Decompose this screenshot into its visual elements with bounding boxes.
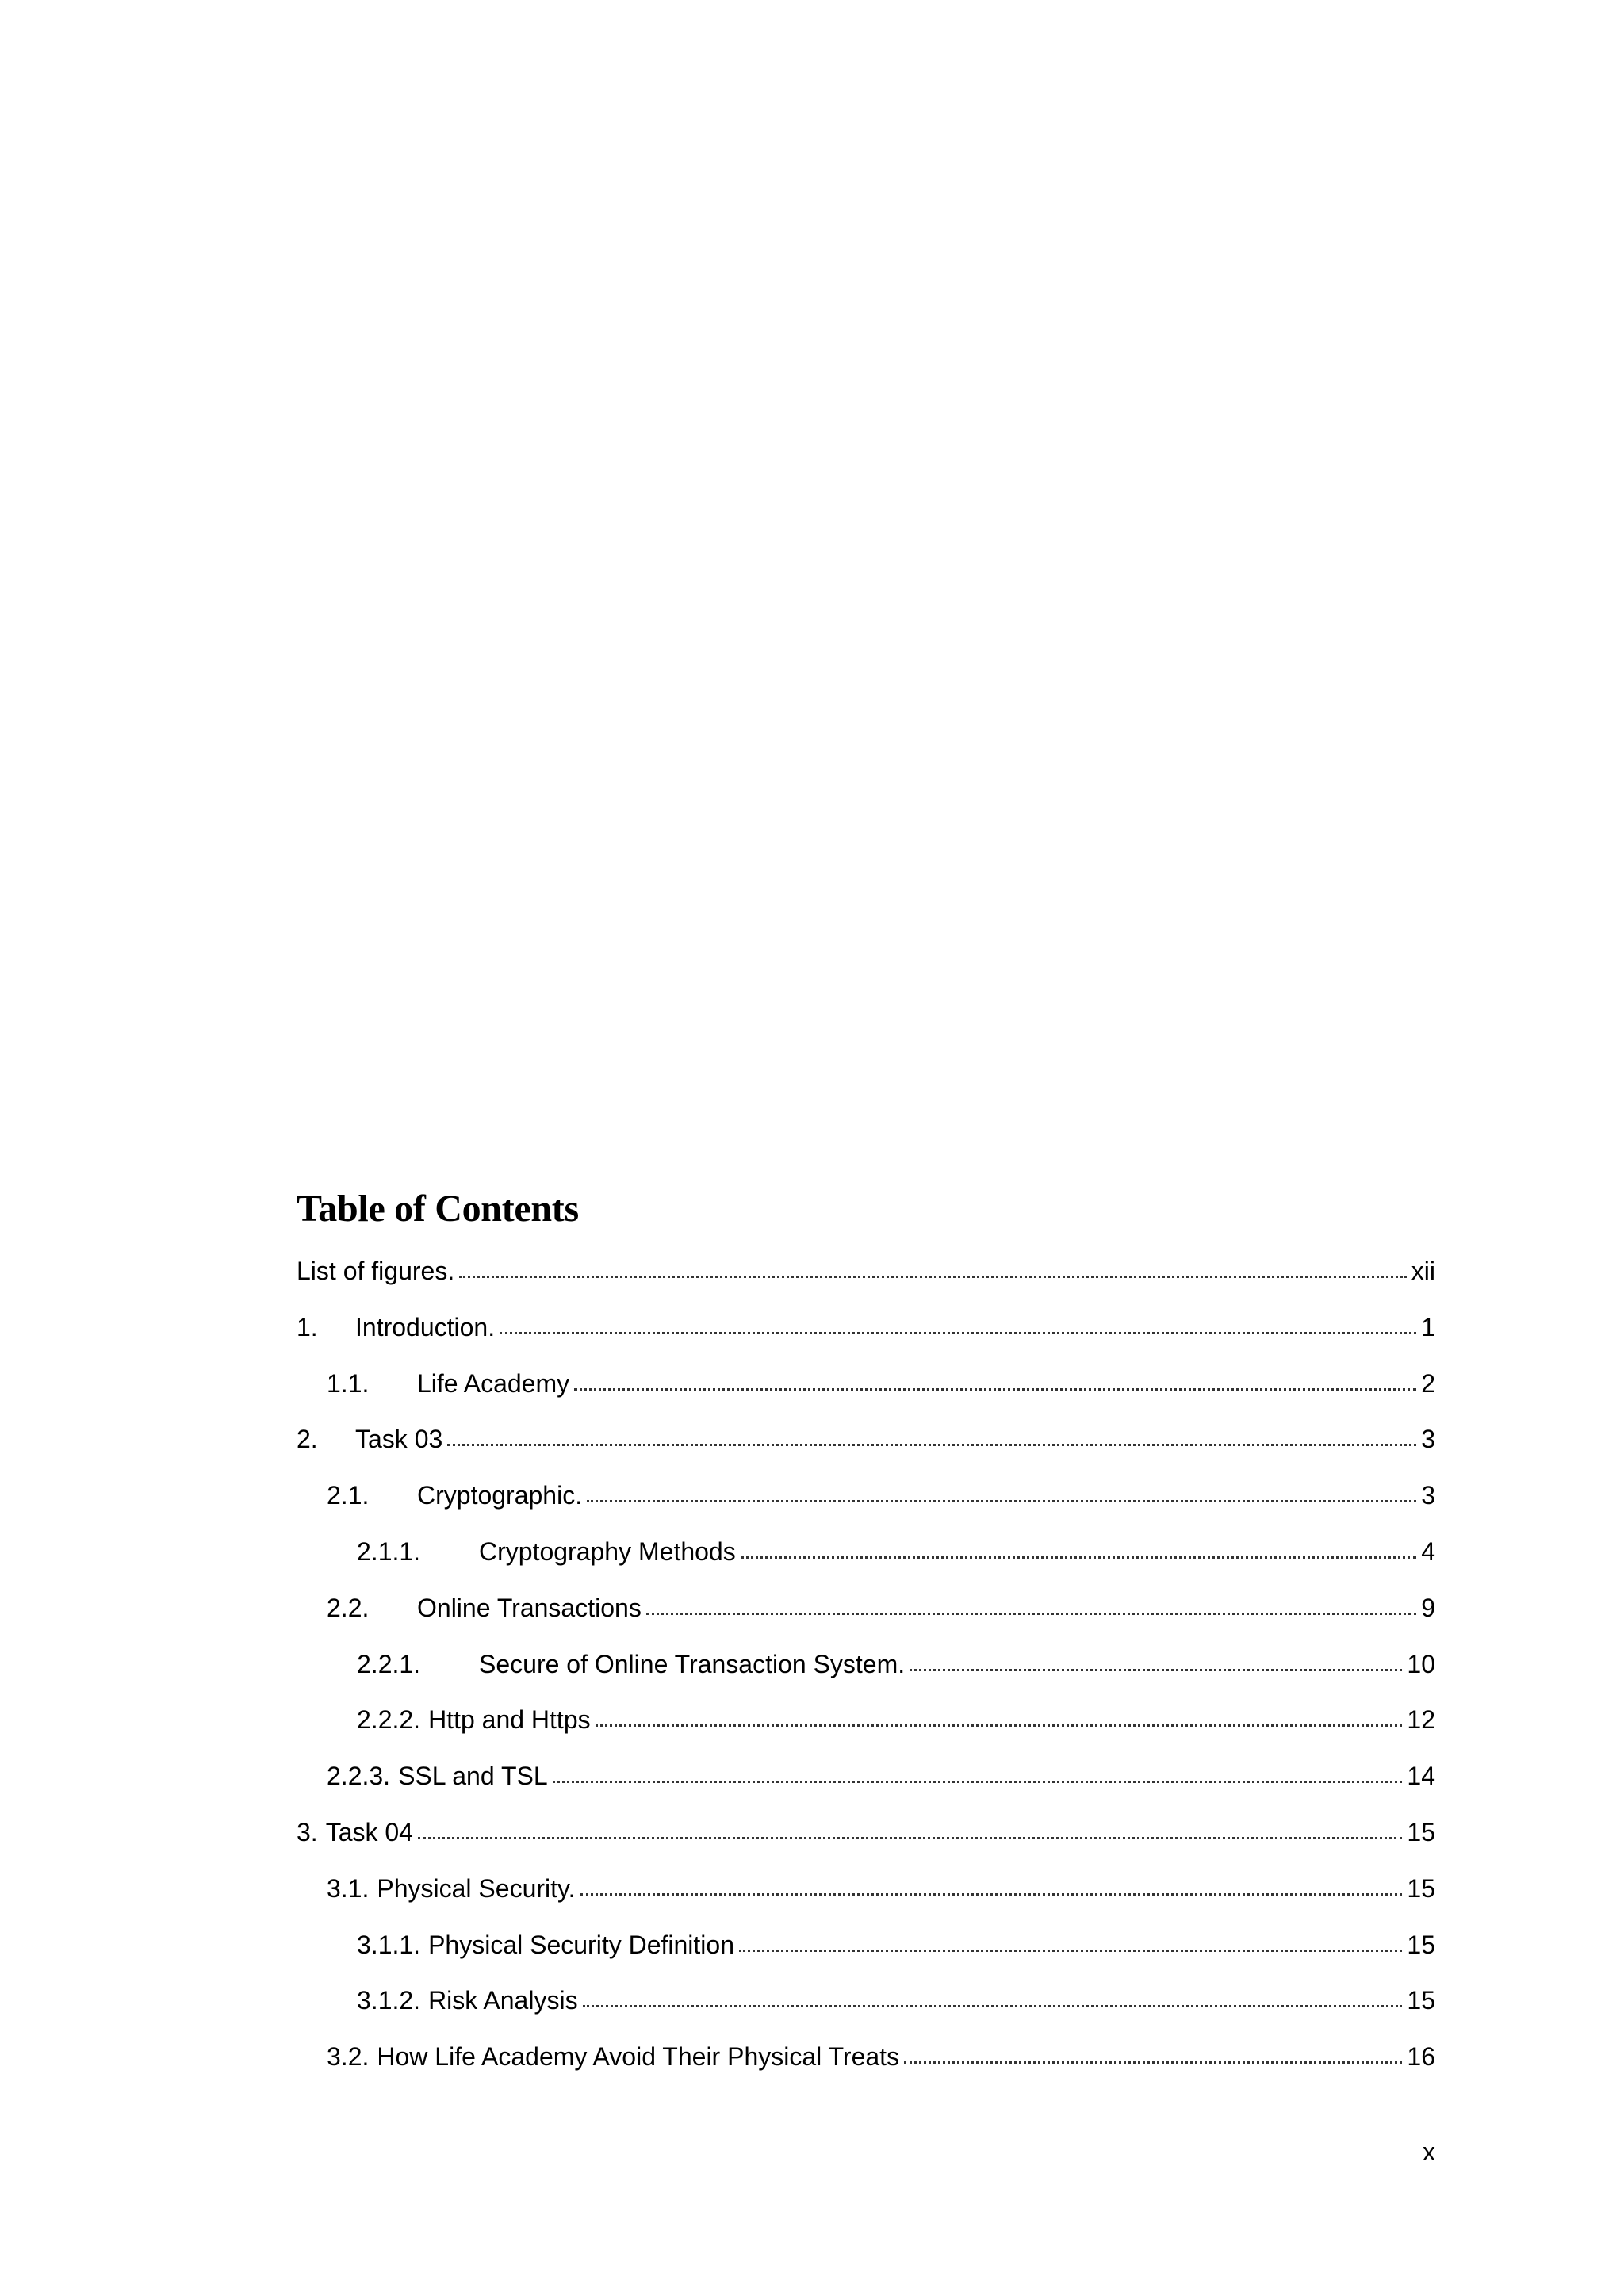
toc-entry-page: 4 (1421, 1536, 1435, 1566)
toc-entry-text: Http and Https (428, 1705, 591, 1735)
toc-entry-number: 2.2. (327, 1593, 370, 1622)
dot-leader (553, 1761, 1403, 1785)
toc-entry-physical-security-definition[interactable] (297, 1925, 1435, 1981)
toc-entry-page: 14 (1407, 1762, 1435, 1791)
toc-entry-page: 1 (1421, 1312, 1435, 1341)
toc-entry-text: Physical Security Definition (428, 1930, 734, 1959)
dot-leader (910, 1649, 1402, 1673)
toc-entry-task-04[interactable] (297, 1812, 1435, 1869)
toc-entry-text: How Life Academy Avoid Their Physical Treats (377, 2042, 900, 2072)
toc-entry-http-and-https[interactable] (297, 1700, 1435, 1756)
toc-entry-text: Introduction. (355, 1312, 496, 1341)
dot-leader (904, 2042, 1402, 2065)
toc-entry-page: 2 (1421, 1368, 1435, 1398)
toc-entry-physical-security[interactable] (297, 1869, 1435, 1925)
toc-entry-page: 15 (1407, 1986, 1435, 2015)
page-number: x (1423, 2137, 1435, 2166)
toc-list (297, 1251, 1435, 2093)
dot-leader (447, 1424, 1416, 1448)
toc-entry-text: Cryptographic. (417, 1481, 583, 1510)
toc-entry-page: 12 (1407, 1705, 1435, 1735)
toc-entry-page: 15 (1407, 1873, 1435, 1903)
dot-leader (587, 1480, 1416, 1504)
toc-entry-list-of-figures[interactable] (297, 1251, 1435, 1307)
toc-title: Table of Contents (297, 1188, 579, 1230)
toc-entry-number: 2.2.1. (357, 1649, 421, 1678)
dot-leader (418, 1817, 1402, 1841)
toc-entry-number: 3.1.1. (357, 1930, 421, 1959)
toc-entry-number: 3.1.2. (357, 1986, 421, 2015)
toc-entry-number: 1. (297, 1312, 318, 1341)
toc-entry-page: 10 (1407, 1649, 1435, 1678)
toc-entry-page: 16 (1407, 2042, 1435, 2072)
toc-entry-text: Physical Security. (377, 1873, 576, 1903)
toc-entry-avoid-physical-treats[interactable] (297, 2037, 1435, 2093)
toc-entry-page: 15 (1407, 1817, 1435, 1846)
toc-entry-number: 2.2.3. (327, 1762, 391, 1791)
toc-entry-number: 1.1. (327, 1368, 370, 1398)
toc-entry-text: Task 04 (325, 1817, 413, 1846)
dot-leader (580, 1873, 1403, 1897)
toc-entry-number: 2.1. (327, 1481, 370, 1510)
toc-entry-number: 3.1. (327, 1873, 370, 1903)
toc-entry-life-academy[interactable] (297, 1364, 1435, 1420)
toc-entry-page: 15 (1407, 1930, 1435, 1959)
toc-entry-text: SSL and TSL (398, 1762, 548, 1791)
toc-entry-page: 3 (1421, 1481, 1435, 1510)
toc-entry-ssl-and-tsl[interactable] (297, 1756, 1435, 1812)
toc-entry-secure-online-transaction-system[interactable] (297, 1644, 1435, 1701)
toc-entry-number: 3.2. (327, 2042, 370, 2072)
toc-entry-page: xii (1411, 1257, 1435, 1285)
toc-entry-number: 2.1.1. (357, 1536, 421, 1566)
dot-leader (646, 1593, 1416, 1617)
toc-entry-text: Secure of Online Transaction System. (479, 1649, 906, 1678)
toc-entry-text: Life Academy (417, 1368, 570, 1398)
toc-entry-text: Task 03 (355, 1425, 443, 1454)
toc-entry-number: 3. (297, 1817, 318, 1846)
dot-leader (574, 1368, 1416, 1392)
toc-entry-introduction[interactable] (297, 1307, 1435, 1364)
toc-entry-text: Cryptography Methods (479, 1536, 736, 1566)
toc-entry-task-03[interactable] (297, 1419, 1435, 1475)
dot-leader (741, 1536, 1416, 1560)
toc-entry-text: List of figures. (297, 1257, 455, 1285)
toc-entry-text: Online Transactions (417, 1593, 642, 1622)
toc-entry-online-transactions[interactable] (297, 1588, 1435, 1644)
toc-entry-text: Risk Analysis (428, 1986, 578, 2015)
dot-leader (500, 1312, 1416, 1336)
toc-entry-cryptographic[interactable] (297, 1475, 1435, 1532)
dot-leader (739, 1930, 1402, 1954)
toc-entry-risk-analysis[interactable] (297, 1980, 1435, 2037)
dot-leader (596, 1705, 1403, 1728)
toc-entry-page: 3 (1421, 1425, 1435, 1454)
toc-entry-number: 2. (297, 1425, 318, 1454)
dot-leader (583, 1985, 1403, 2009)
toc-entry-cryptography-methods[interactable] (297, 1532, 1435, 1588)
toc-entry-number: 2.2.2. (357, 1705, 421, 1735)
toc-entry-page: 9 (1421, 1593, 1435, 1622)
dot-leader (459, 1256, 1407, 1280)
